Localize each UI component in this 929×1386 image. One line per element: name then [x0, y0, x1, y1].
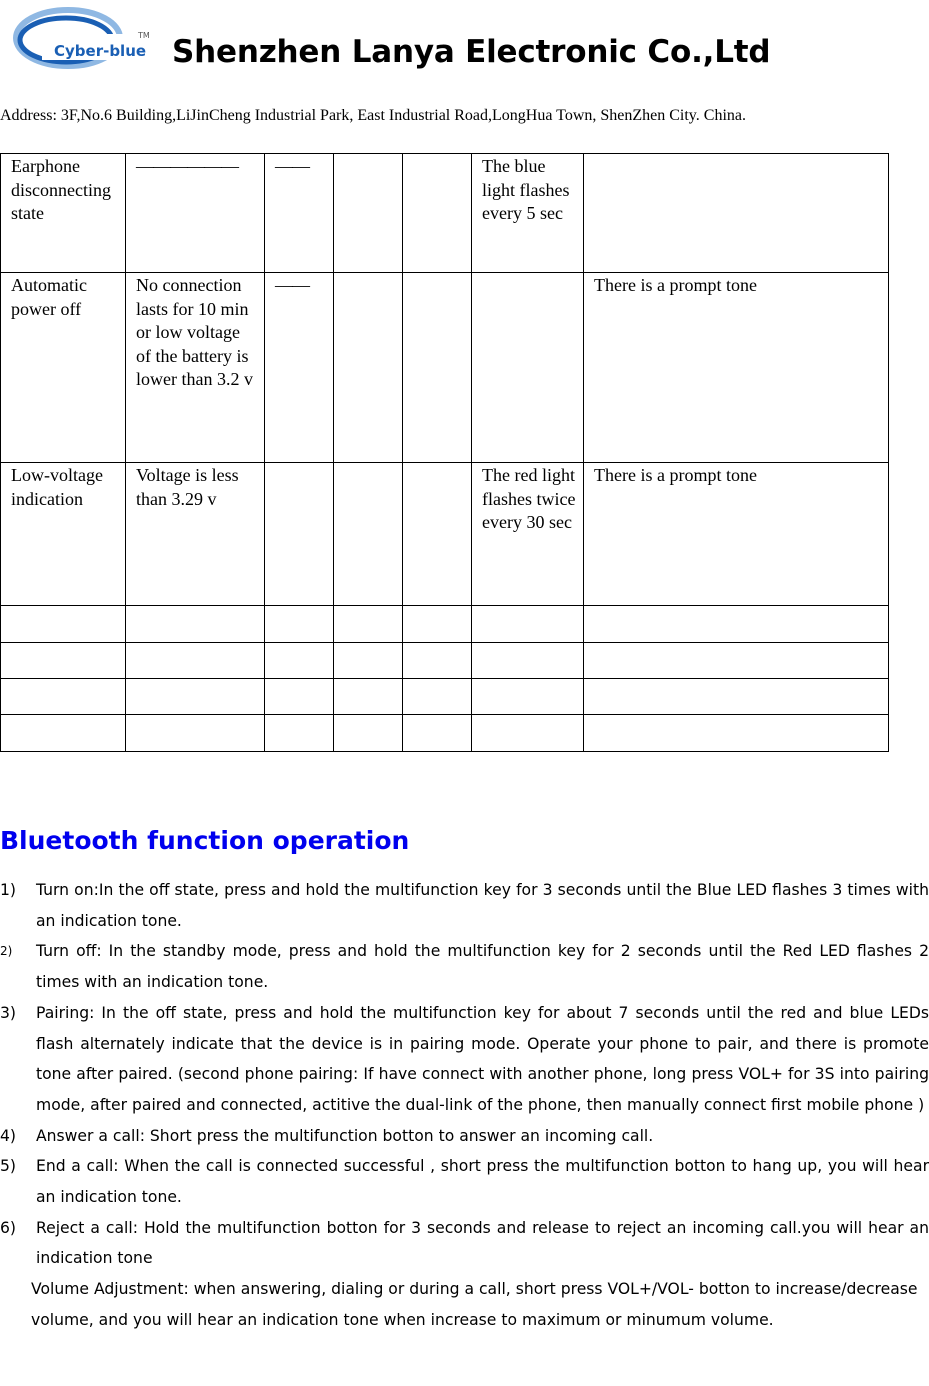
table-cell	[403, 643, 472, 679]
table-cell	[334, 154, 403, 273]
table-row	[1, 463, 889, 606]
table-cell	[584, 154, 889, 273]
table-cell: Automatic power off	[1, 273, 126, 463]
operation-steps-list	[0, 875, 929, 1336]
table-cell	[1, 715, 126, 752]
step-text: End a call: When the call is connected successful , short press the multifunction botton to hang up, you will hear an indication tone.	[36, 1157, 929, 1207]
table-row	[1, 715, 889, 752]
step-number	[0, 1274, 31, 1305]
table-cell: The red light flashes twice every 30 sec	[472, 463, 584, 606]
table-cell	[584, 679, 889, 715]
table-cell	[403, 679, 472, 715]
table-cell	[334, 643, 403, 679]
table-cell: ——————	[126, 154, 265, 273]
list-item	[0, 936, 929, 997]
cyber-blue-logo-mark	[8, 4, 158, 70]
table-cell	[403, 154, 472, 273]
logo-trademark: TM	[138, 31, 150, 40]
table-cell	[403, 273, 472, 463]
step-text: Reject a call: Hold the multifunction botton for 3 seconds and release to reject an incoming call.you will hear an indication tone	[36, 1218, 929, 1268]
table-cell	[403, 715, 472, 752]
table-row	[1, 273, 889, 463]
list-item	[0, 998, 929, 1121]
list-item	[0, 1151, 929, 1212]
company-name: Shenzhen Lanya Electronic Co.,Ltd	[172, 34, 771, 70]
step-text: Volume Adjustment: when answering, dialing or during a call, short press VOL+/VOL- botton to increase/decrease volume, and you will hear an indication tone when increase to maximum or minumum volume.	[31, 1280, 918, 1329]
step-number: 4)	[0, 1126, 17, 1145]
table-cell: There is a prompt tone	[584, 273, 889, 463]
table-cell: Earphone disconnecting state	[1, 154, 126, 273]
step-number: 3)	[0, 1003, 17, 1022]
table-cell	[584, 606, 889, 643]
step-number: 2)	[0, 944, 13, 959]
table-cell	[584, 715, 889, 752]
list-item	[0, 875, 929, 936]
table-cell	[126, 715, 265, 752]
step-text: Turn off: In the standby mode, press and hold the multifunction key for 2 seconds until the Red LED flashes 2 times with an indication tone.	[36, 942, 929, 992]
table-cell	[265, 715, 334, 752]
table-row	[1, 679, 889, 715]
logo-text: Cyber-blue	[54, 42, 147, 60]
step-text: Answer a call: Short press the multifunction botton to answer an incoming call.	[36, 1126, 654, 1145]
table-cell: The blue light flashes every 5 sec	[472, 154, 584, 273]
table-cell	[472, 679, 584, 715]
table-cell	[1, 679, 126, 715]
step-text: Pairing: In the off state, press and hold the multifunction key for about 7 seconds until the red and blue LEDs flash alternately indicate that the device is in pairing mode. Operate your phone to pair, and there is promote tone after paired. (second phone pairing: If have connect with another phone, long press VOL+ for 3S into pairing mode, after paired and connected, actitive the dual-link of the phone, then manually connect first mobile phone )	[36, 1003, 929, 1114]
table-cell: Voltage is less than 3.29 v	[126, 463, 265, 606]
table-cell	[126, 679, 265, 715]
list-item	[0, 1213, 929, 1274]
table-cell	[334, 606, 403, 643]
table-cell: No connection lasts for 10 min or low voltage of the battery is lower than 3.2 v	[126, 273, 265, 463]
table-cell: ——	[265, 154, 334, 273]
table-cell: There is a prompt tone	[584, 463, 889, 606]
table-cell	[334, 463, 403, 606]
table-cell	[584, 643, 889, 679]
company-logo	[8, 4, 158, 70]
table-cell	[472, 643, 584, 679]
table-cell	[472, 715, 584, 752]
table-cell	[1, 606, 126, 643]
step-number: 5)	[0, 1157, 17, 1176]
table-cell	[403, 463, 472, 606]
step-number: 6)	[0, 1218, 17, 1237]
table-cell	[126, 606, 265, 643]
table-cell	[334, 679, 403, 715]
table-cell	[265, 679, 334, 715]
table-cell	[265, 463, 334, 606]
step-number: 1)	[0, 881, 17, 899]
table-cell	[334, 273, 403, 463]
table-cell	[1, 643, 126, 679]
indicator-table	[0, 153, 889, 752]
table-cell	[403, 606, 472, 643]
table-cell	[334, 715, 403, 752]
section-title: Bluetooth function operation	[0, 826, 410, 855]
list-item	[0, 1274, 929, 1335]
table-cell: ——	[265, 273, 334, 463]
table-cell	[265, 606, 334, 643]
table-row	[1, 154, 889, 273]
company-address: Address: 3F,No.6 Building,LiJinCheng Industrial Park, East Industrial Road,LongHua Town, ShenZhen City. China.	[0, 107, 746, 124]
table-row	[1, 606, 889, 643]
table-cell	[265, 643, 334, 679]
table-cell	[472, 273, 584, 463]
table-row	[1, 643, 889, 679]
list-item	[0, 1121, 929, 1152]
table-cell	[472, 606, 584, 643]
table-cell: Low-voltage indication	[1, 463, 126, 606]
step-text: Turn on:In the off state, press and hold the multifunction key for 3 seconds until the Blue LED flashes 3 times with an indication tone.	[36, 881, 929, 930]
table-cell	[126, 643, 265, 679]
